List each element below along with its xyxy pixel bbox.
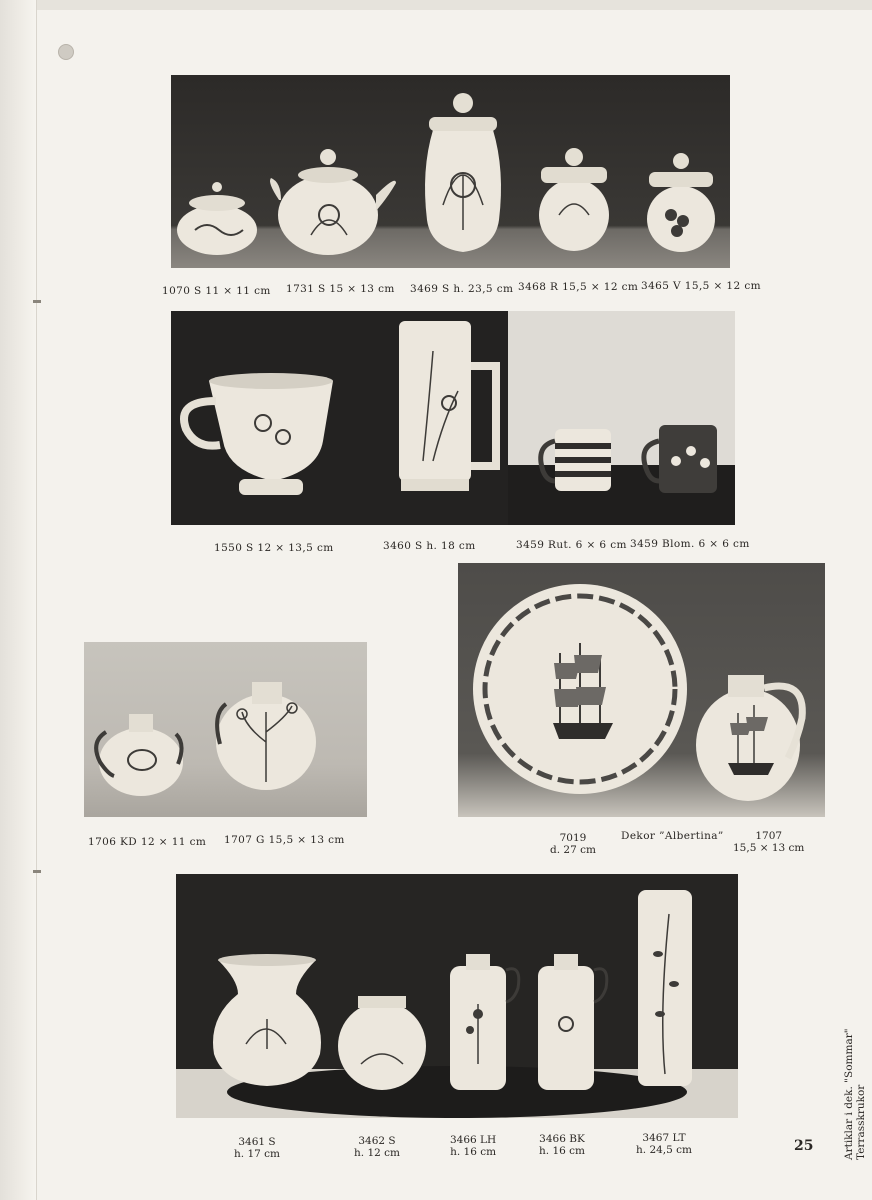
caption-3469S: 3469 S h. 23,5 cm [410,283,514,295]
caption-1731S: 1731 S 15 × 13 cm [286,283,395,295]
item-dimension: h. 24,5 cm [636,1144,692,1156]
item-number: 3462 S [358,1135,396,1147]
caption-3467LT [636,1132,692,1156]
caption-decor-albertina: Dekor ”Albertina” [621,830,724,842]
page-top-edge [0,0,872,10]
plate-dimension: d. 27 cm [550,844,596,856]
binding-staple [33,870,41,873]
item-number: 3461 S [238,1136,276,1148]
caption-1706KD: 1706 KD 12 × 11 cm [88,836,207,848]
caption-3459-blom: 3459 Blom. 6 × 6 cm [630,538,750,550]
caption-3466LH [450,1134,496,1158]
jug-dimension: 15,5 × 13 cm [733,842,805,854]
photo-cups-jug [171,311,735,525]
side-note-line2: Terrasskrukor [855,1084,867,1160]
item-number: 3466 BK [539,1133,585,1145]
caption-3462S [354,1135,400,1159]
photo-jars [171,75,730,268]
side-note [843,1028,867,1160]
caption-3465V: 3465 V 15,5 × 12 cm [641,280,761,292]
plate-number: 7019 [559,832,587,844]
page-number: 25 [794,1138,814,1154]
photo-albertina [458,563,825,817]
caption-1707 [733,830,804,854]
photo-small-jugs [84,642,367,817]
caption-3466BK [539,1133,585,1157]
punch-hole [58,44,74,60]
item-dimension: h. 17 cm [234,1148,280,1160]
item-number: 3467 LT [642,1132,686,1144]
caption-3468R: 3468 R 15,5 × 12 cm [518,281,639,293]
caption-1550S: 1550 S 12 × 13,5 cm [214,542,334,554]
item-number: 3466 LH [450,1134,497,1146]
side-note-line1: Artiklar i dek. "Sommar" [843,1028,855,1160]
item-dimension: h. 12 cm [354,1147,400,1159]
caption-3459-rut: 3459 Rut. 6 × 6 cm [516,539,627,551]
item-dimension: h. 16 cm [450,1146,497,1158]
jug-number: 1707 [755,830,783,842]
binding-staple [33,300,41,303]
caption-3460S: 3460 S h. 18 cm [383,540,476,552]
item-dimension: h. 16 cm [539,1145,585,1157]
photo-vases [176,874,738,1118]
caption-1070S: 1070 S 11 × 11 cm [162,285,271,297]
caption-3461S [234,1136,280,1160]
caption-1707G: 1707 G 15,5 × 13 cm [224,834,345,846]
caption-7019 [550,832,596,856]
binding-edge [0,0,37,1200]
